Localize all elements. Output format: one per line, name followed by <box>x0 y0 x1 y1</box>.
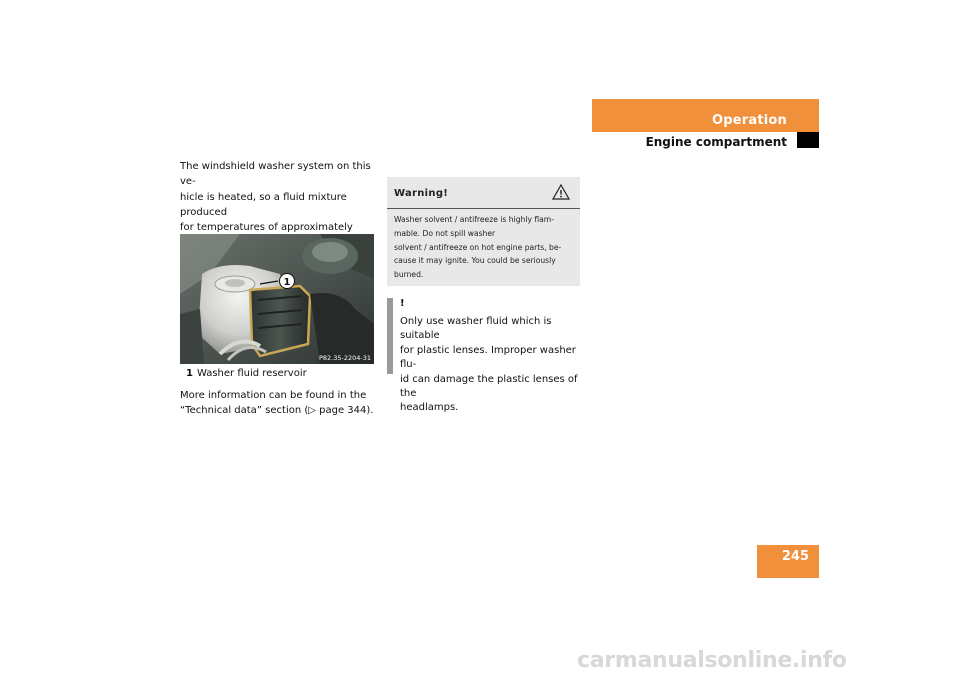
footer-watermark: carmanualsonline.info <box>577 648 847 673</box>
intro-line: for temperatures of approximately <box>180 222 353 234</box>
caption-text: Washer fluid reservoir <box>196 368 307 379</box>
warning-divider <box>387 208 580 209</box>
header-marker <box>797 132 819 148</box>
intro-line: hicle is heated, so a fluid mixture produced <box>180 191 347 218</box>
figure-caption <box>186 368 307 379</box>
note-text <box>400 315 582 416</box>
more-line: “Technical data” section (▷ page 344). <box>180 405 374 416</box>
warning-text <box>394 213 576 282</box>
note-line: id can damage the plastic lenses of the <box>400 373 578 400</box>
note-exclamation-icon: ! <box>400 298 405 309</box>
more-line: More information can be found in the <box>180 390 367 401</box>
figure-code: P82.35-2204-31 <box>318 354 371 362</box>
note-line: for plastic lenses. Improper washer flu- <box>400 344 576 371</box>
warning-triangle-icon <box>552 184 570 204</box>
note-line: Only use washer fluid which is suitable <box>400 316 552 342</box>
warning-line: Washer solvent / antifreeze is highly flam- <box>394 215 554 224</box>
more-info-paragraph <box>180 388 376 418</box>
subsection-title: Engine compartment <box>645 135 787 149</box>
warning-title: Warning! <box>394 188 449 199</box>
engine-compartment-photo <box>180 234 374 364</box>
page-number: 245 <box>781 549 809 564</box>
caption-number: 1 <box>186 368 193 379</box>
warning-line: burned. <box>394 270 424 280</box>
figure-callout: 1 <box>283 277 291 288</box>
warning-line: solvent / antifreeze on hot engine parts, be- <box>394 242 562 252</box>
warning-line: mable. Do not spill washer <box>394 228 496 238</box>
note-bar <box>387 298 393 374</box>
note-line: headlamps. <box>400 402 459 414</box>
section-title: Operation <box>711 113 787 128</box>
warning-box <box>387 177 580 286</box>
page-number-box <box>757 545 819 578</box>
warning-line: cause it may ignite. You could be seriously <box>394 256 556 266</box>
intro-line: The windshield washer system on this ve- <box>180 161 371 188</box>
